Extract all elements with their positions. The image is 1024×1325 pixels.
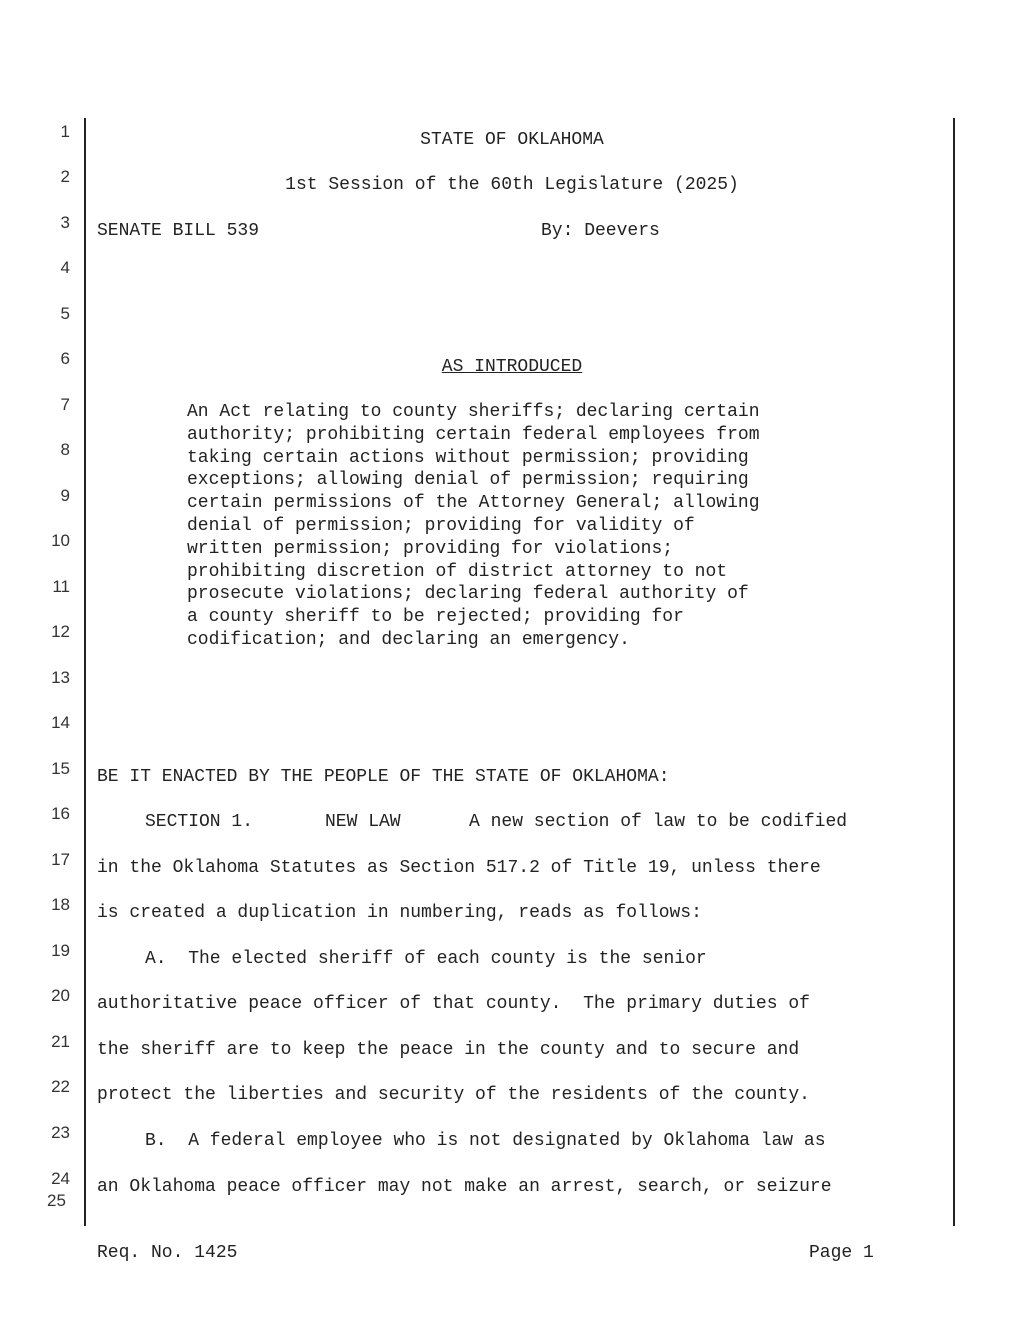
status-heading: AS INTRODUCED xyxy=(441,357,583,377)
line-number: 9 xyxy=(60,486,70,505)
line-number: 3 xyxy=(60,213,70,232)
line-number: 2 xyxy=(60,167,70,186)
line-number: 22 xyxy=(51,1077,70,1096)
line-number: 10 xyxy=(51,531,70,550)
body-line: in the Oklahoma Statutes as Section 517.2 of Title 19, unless there xyxy=(97,858,821,878)
title-line: authority; prohibiting certain federal employees from xyxy=(187,424,760,445)
line-number: 4 xyxy=(60,258,70,277)
line-number: 15 xyxy=(51,759,70,778)
title-line: taking certain actions without permission; providing xyxy=(187,447,749,468)
bill-number: SENATE BILL 539 xyxy=(97,221,260,241)
line-number: 20 xyxy=(51,986,70,1005)
line-number-partial: 25 xyxy=(47,1191,66,1210)
line-number: 6 xyxy=(60,349,70,368)
title-line: An Act relating to county sheriffs; declaring certain xyxy=(187,402,760,422)
line-number: 5 xyxy=(60,304,70,323)
title-line: certain permissions of the Attorney General; allowing xyxy=(187,493,760,514)
body-line: B. A federal employee who is not designated by Oklahoma law as xyxy=(145,1131,826,1151)
request-number: Req. No. 1425 xyxy=(97,1243,238,1263)
title-line: exceptions; allowing denial of permission; requiring xyxy=(187,470,749,491)
line-number: 18 xyxy=(51,895,70,914)
title-line: prosecute violations; declaring federal authority of xyxy=(187,584,749,605)
body-line: is created a duplication in numbering, reads as follows: xyxy=(97,903,702,923)
line-number: 24 xyxy=(51,1169,70,1188)
bill-author: By: Deevers xyxy=(541,221,660,241)
section-intro: A new section of law to be codified xyxy=(469,812,848,832)
title-line: codification; and declaring an emergency. xyxy=(187,629,630,650)
state-heading: STATE OF OKLAHOMA xyxy=(420,130,604,150)
body-line: A. The elected sheriff of each county is the senior xyxy=(145,949,707,969)
line-number: 8 xyxy=(60,440,70,459)
line-number: 12 xyxy=(51,622,70,641)
left-margin-rule xyxy=(84,118,86,1226)
line-number: 21 xyxy=(51,1032,70,1051)
line-number: 23 xyxy=(51,1123,70,1142)
session-heading: 1st Session of the 60th Legislature (2025) xyxy=(285,175,739,195)
body-line: authoritative peace officer of that county. The primary duties of xyxy=(97,994,810,1014)
body-line: the sheriff are to keep the peace in the county and to secure and xyxy=(97,1040,800,1060)
title-line: prohibiting discretion of district attorney to not xyxy=(187,561,728,582)
right-margin-rule xyxy=(953,118,955,1226)
line-number: 16 xyxy=(51,804,70,823)
line-number: 13 xyxy=(51,668,70,687)
section-type: NEW LAW xyxy=(325,812,401,832)
line-number: 7 xyxy=(60,395,70,414)
line-number: 1 xyxy=(60,122,70,141)
body-line: an Oklahoma peace officer may not make an arrest, search, or seizure xyxy=(97,1177,832,1197)
line-number: 19 xyxy=(51,941,70,960)
page-number: Page 1 xyxy=(809,1243,874,1263)
body-line: protect the liberties and security of the residents of the county. xyxy=(97,1085,810,1105)
line-number: 11 xyxy=(52,577,70,596)
title-line: denial of permission; providing for validity of xyxy=(187,515,695,536)
bill-title-block xyxy=(187,401,847,652)
enacting-clause: BE IT ENACTED BY THE PEOPLE OF THE STATE OF OKLAHOMA: xyxy=(97,767,670,787)
title-line: a county sheriff to be rejected; providing for xyxy=(187,607,684,628)
line-number: 14 xyxy=(51,713,70,732)
section-label: SECTION 1. xyxy=(145,812,254,832)
title-line: written permission; providing for violations; xyxy=(187,538,674,559)
line-number: 17 xyxy=(51,850,70,869)
